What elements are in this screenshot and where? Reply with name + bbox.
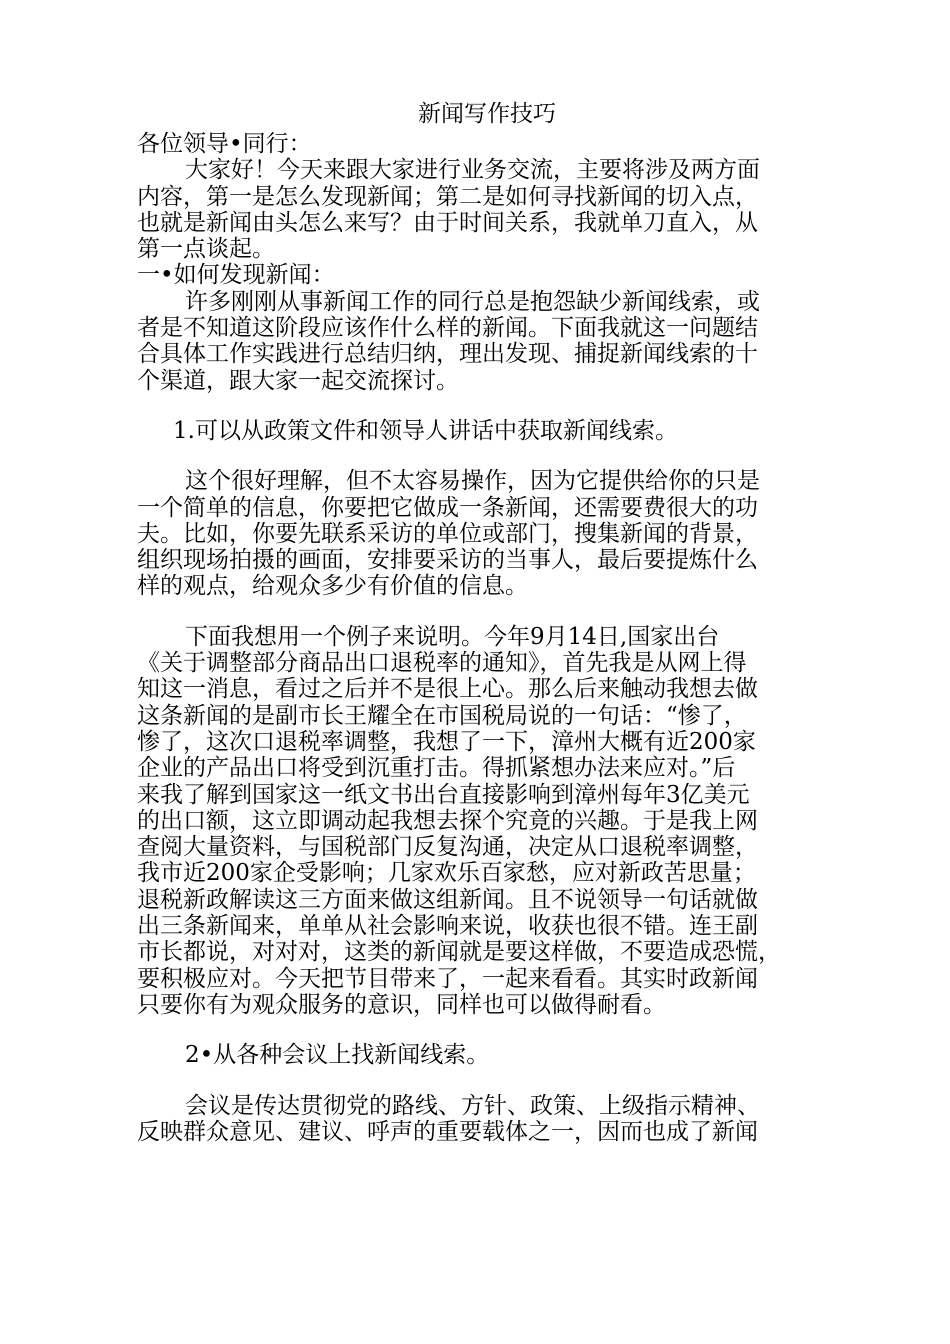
paragraph-line: 下面我想用一个例子来说明。今年9月14日,国家出台 (185, 623, 720, 650)
intro-line: 第一点谈起。 (137, 236, 275, 263)
paragraph-line: 出三条新闻来，单单从社会影响来说，收获也很不错。连王副 (137, 913, 758, 940)
paragraph-line: 要积极应对。今天把节目带来了，一起来看看。其实时政新闻 (137, 965, 758, 992)
section-heading: 一•如何发现新闻： (137, 262, 335, 289)
intro-line: 大家好！今天来跟大家进行业务交流，主要将涉及两方面 (185, 157, 760, 184)
greeting-line: 各位领导•同行： (137, 131, 312, 157)
paragraph-line: 知这一消息，看过之后并不是很上心。那么后来触动我想去做 (137, 676, 758, 703)
paragraph-line: 反映群众意见、建议、呼声的重要载体之一，因而也成了新闻 (137, 1118, 758, 1145)
paragraph-line: 只要你有为观众服务的意识，同样也可以做得耐看。 (137, 991, 666, 1018)
paragraph-line: 我市近200家企受影响；几家欢乐百家愁，应对新政苦思量； (137, 860, 756, 887)
paragraph-line: 来我了解到国家这一纸文书出台直接影响到漳州每年3亿美元 (137, 781, 750, 808)
paragraph-spacer (137, 1018, 837, 1042)
paragraph-line: 许多刚刚从事新闻工作的同行总是抱怨缺少新闻线索，或 (185, 288, 760, 315)
paragraph-line: 合具体工作实践进行总结归纳，理出发现、捕捉新闻线索的十 (137, 341, 758, 368)
document-title: 新闻写作技巧 (418, 101, 556, 127)
paragraph-line: 市长都说，对对对，这类的新闻就是要这样做，不要造成恐慌， (137, 939, 781, 966)
paragraph-line: 退税新政解读这三方面来做这组新闻。且不说领导一句话就做 (137, 886, 758, 913)
paragraph-line: 者是不知道这阶段应该作什么样的新闻。下面我就这一问题结 (137, 315, 758, 342)
paragraph-line: 夫。比如，你要先联系采访的单位或部门，搜集新闻的背景， (137, 520, 758, 547)
paragraph-spacer (137, 600, 837, 624)
paragraph-line: 一个简单的信息，你要把它做成一条新闻，还需要费很大的功 (137, 494, 758, 521)
paragraph-line: 惨了，这次口退税率调整，我想了一下，漳州大概有近200家 (137, 728, 756, 755)
paragraph-line: 个渠道，跟大家一起交流探讨。 (137, 367, 459, 394)
item-heading: 2•从各种会议上找新闻线索。 (185, 1042, 490, 1069)
intro-line: 内容，第一是怎么发现新闻；第二是如何寻找新闻的切入点， (137, 183, 758, 210)
paragraph-line: 查阅大量资料，与国税部门反复沟通，决定从口退税率调整， (137, 834, 758, 861)
paragraph-line: 样的观点，给观众多少有价值的信息。 (137, 573, 528, 600)
paragraph-spacer (137, 444, 837, 468)
paragraph-line: 组织现场拍摄的画面，安排要采访的当事人，最后要提炼什么 (137, 547, 758, 574)
document-body (137, 101, 837, 1145)
paragraph-line: 这条新闻的是副市长王耀全在市国税局说的一句话：“惨了， (137, 702, 747, 729)
item-heading: 1.可以从政策文件和领导人讲话中获取新闻线索。 (173, 417, 678, 444)
paragraph-spacer (137, 394, 837, 418)
paragraph-line: 企业的产品出口将受到沉重打击。得抓紧想办法来应对。”后 (137, 755, 736, 782)
paragraph-line: 《关于调整部分商品出口退税率的通知》，首先我是从网上得 (137, 650, 747, 677)
paragraph-spacer (137, 1069, 837, 1093)
paragraph-line: 的出口额，这立即调动起我想去探个究竟的兴趣。于是我上网 (137, 807, 758, 834)
paragraph-line: 这个很好理解，但不太容易操作，因为它提供给你的只是 (185, 468, 760, 495)
paragraph-line: 会议是传达贯彻党的路线、方针、政策、上级指示精神、 (185, 1092, 760, 1119)
intro-line: 也就是新闻由头怎么来写？由于时间关系，我就单刀直入，从 (137, 209, 758, 236)
